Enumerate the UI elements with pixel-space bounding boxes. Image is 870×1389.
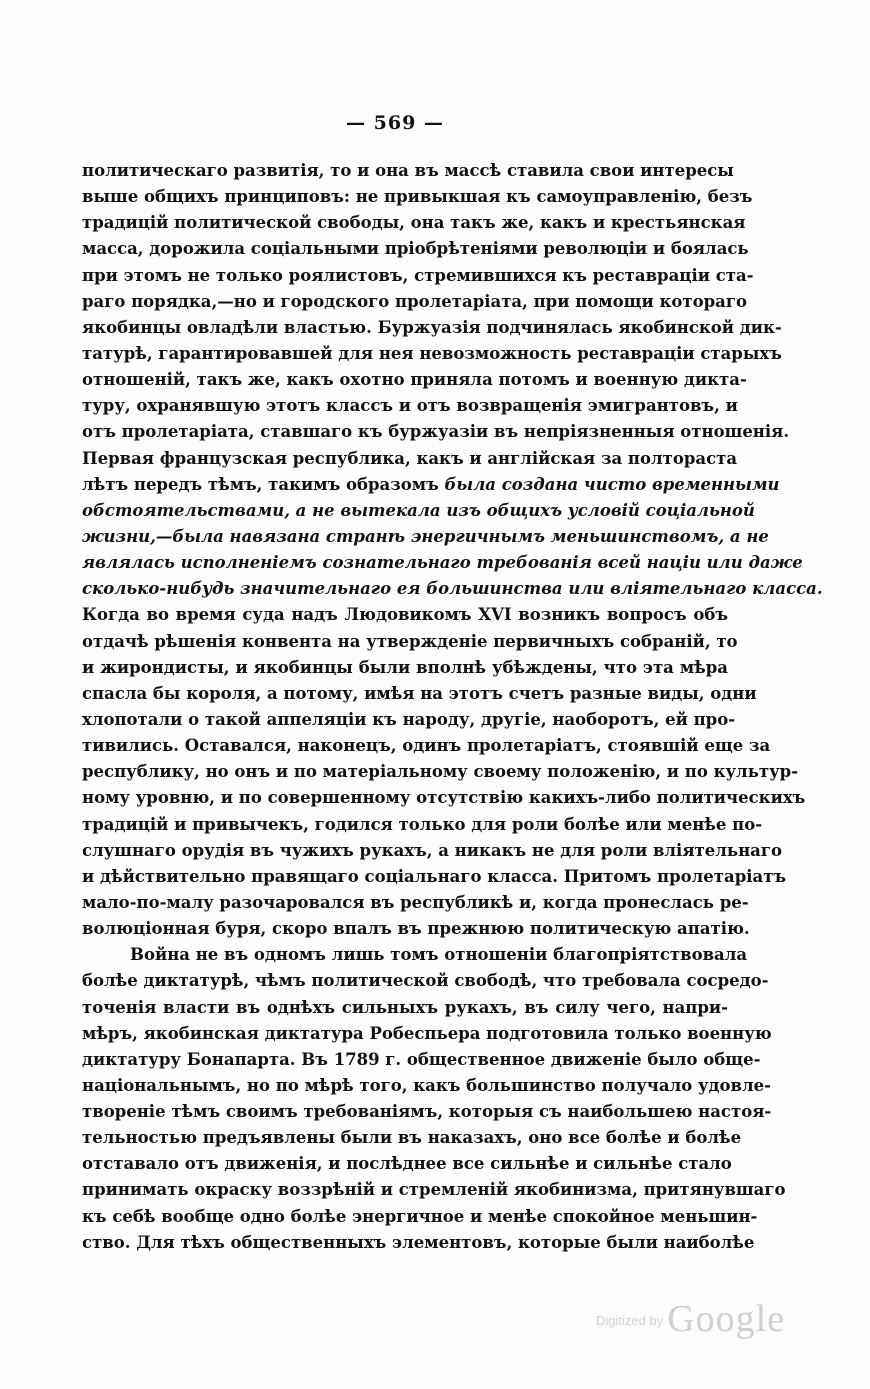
- text-run: традицій и привычекъ, годился только для роли болѣе или менѣе по-: [82, 814, 763, 834]
- text-line: [82, 838, 782, 864]
- text-run: и дѣйствительно правящаго соціальнаго класса. Притомъ пролетаріатъ: [82, 866, 787, 886]
- text-run: масса, дорожила соціальными пріобрѣтеніями революціи и боялась: [82, 239, 749, 259]
- text-line: [82, 367, 747, 393]
- text-line: [82, 419, 790, 445]
- text-line: [82, 1230, 755, 1256]
- text-run: традицій политической свободы, она такъ же, какъ и крестьянская: [82, 213, 746, 233]
- text-line: [82, 550, 803, 576]
- text-run: ному уровню, и по совершенному отсутствію какихъ-либо политическихъ: [82, 788, 806, 808]
- text-line: [82, 1099, 772, 1125]
- text-run: якобинцы овладѣли властью. Буржуазія подчинялась якобинской дик-: [82, 317, 782, 337]
- text-run: отставало отъ движенія, и послѣднее все сильнѣе и сильнѣе стало: [82, 1154, 732, 1174]
- watermark-prefix: Digitized by: [596, 1313, 664, 1328]
- text-line: [82, 393, 738, 419]
- text-line: [82, 1047, 761, 1073]
- body-text: [82, 158, 823, 1256]
- text-line: [82, 942, 748, 968]
- text-run: волюціонная буря, скоро впалъ въ прежнюю политическую апатію.: [82, 919, 750, 939]
- text-line: [82, 785, 806, 811]
- text-line: [82, 236, 749, 262]
- text-line: [82, 1073, 771, 1099]
- text-line: [82, 759, 799, 785]
- text-line: [82, 184, 753, 210]
- text-run: ство. Для тѣхъ общественныхъ элементовъ, которые были наиболѣе: [82, 1232, 755, 1252]
- text-run: болѣе диктатурѣ, чѣмъ политической свободѣ, что требовала сосредо-: [82, 971, 769, 991]
- text-line: [82, 1177, 786, 1203]
- text-run: при этомъ не только роялистовъ, стремившихся къ реставраціи ста-: [82, 265, 754, 285]
- text-line: [82, 864, 787, 890]
- text-run: Война не въ одномъ лишь томъ отношеніи благопріятствовала: [130, 945, 748, 965]
- text-run: національнымъ, но по мѣрѣ того, какъ большинство получало удовле-: [82, 1075, 771, 1095]
- text-line: [82, 315, 782, 341]
- text-run: республику, но онъ и по матеріальному своему положенію, и по культур-: [82, 762, 799, 782]
- text-run: твореніе тѣмъ своимъ требованіямъ, которыя съ наибольшею настоя-: [82, 1102, 772, 1122]
- text-run: тельностью предъявлены были въ наказахъ, оно все болѣе и болѣе: [82, 1128, 742, 1148]
- text-run: мѣръ, якобинская диктатура Робеспьера подготовила только военную: [82, 1023, 772, 1043]
- text-run: политическаго развитія, то и она въ массѣ ставила свои интересы: [82, 161, 734, 180]
- text-line: [82, 968, 769, 994]
- text-line: [82, 1125, 742, 1151]
- italic-text-run: являлась исполненіемъ сознательнаго требованія всей націи или даже: [82, 553, 803, 573]
- text-line: [82, 812, 763, 838]
- text-line: [82, 733, 771, 759]
- text-line: [82, 1151, 732, 1177]
- text-run: раго порядка,—но и городского пролетаріата, при помощи котораго: [82, 291, 747, 311]
- text-line: [82, 289, 747, 315]
- text-run: хлопотали о такой аппеляціи къ народу, другіе, наоборотъ, ей про-: [82, 709, 736, 729]
- text-line: [82, 524, 769, 550]
- text-run: и жирондисты, и якобинцы были вполнѣ убѣждены, что эта мѣра: [82, 657, 728, 677]
- text-run: туру, охранявшую этотъ классъ и отъ возвращенія эмигрантовъ, и: [82, 396, 738, 416]
- text-run: Когда во время суда надъ Людовикомъ XVI возникъ вопросъ объ: [82, 605, 728, 625]
- text-line: [82, 263, 754, 289]
- text-run: диктатуру Бонапарта. Въ 1789 г. общественное движеніе было обще-: [82, 1049, 761, 1069]
- text-run: къ себѣ вообще одно болѣе энергичное и менѣе спокойное меньшин-: [82, 1206, 758, 1226]
- text-line: [82, 158, 734, 184]
- text-run: отношеній, такъ же, какъ охотно приняла потомъ и военную дикта-: [82, 370, 747, 390]
- digitized-by-google-watermark: [596, 1297, 785, 1341]
- text-run: слушнаго орудія въ чужихъ рукахъ, а никакъ не для роли вліятельнаго: [82, 840, 782, 860]
- text-line: [82, 995, 728, 1021]
- text-run: мало-по-малу разочаровался въ республикѣ и, когда пронеслась ре-: [82, 892, 749, 912]
- text-run: отдачѣ рѣшенія конвента на утвержденіе первичныхъ собраній, то: [82, 631, 738, 651]
- text-line: [82, 576, 823, 602]
- text-run: тивились. Оставался, наконецъ, одинъ пролетаріатъ, стоявшій еще за: [82, 736, 771, 756]
- italic-text-run: обстоятельствами, а не вытекала изъ общихъ условій соціальной: [82, 500, 755, 520]
- text-line: [82, 341, 782, 367]
- text-line: [82, 890, 749, 916]
- text-line: [82, 1204, 758, 1230]
- watermark-logo: Google: [667, 1298, 786, 1340]
- text-line: [82, 602, 728, 628]
- text-line: [82, 472, 780, 498]
- text-run: татурѣ, гарантировавшей для нея невозможность реставраціи старыхъ: [82, 343, 782, 363]
- italic-text-run: жизни,—была навязана странѣ энергичнымъ меньшинствомъ, а не: [82, 526, 769, 546]
- italic-text-run: была создана чисто временными: [444, 474, 780, 494]
- text-line: [82, 498, 755, 524]
- page-number: — 569 —: [346, 112, 444, 134]
- text-line: [82, 681, 757, 707]
- text-line: [82, 916, 750, 942]
- text-run: выше общихъ принциповъ: не привыкшая къ самоуправленію, безъ: [82, 187, 753, 207]
- italic-text-run: сколько-нибудь значительнаго ея большинства или вліятельнаго класса.: [82, 579, 823, 599]
- text-run: лѣтъ передъ тѣмъ, такимъ образомъ: [82, 474, 445, 494]
- text-line: [82, 210, 746, 236]
- text-run: Первая французская республика, какъ и англійская за полтораста: [82, 448, 738, 468]
- text-run: отъ пролетаріата, ставшаго къ буржуазіи въ непріязненныя отношенія.: [82, 422, 790, 442]
- text-line: [82, 655, 728, 681]
- text-line: [82, 1021, 772, 1047]
- text-run: принимать окраску воззрѣній и стремленій якобинизма, притянувшаго: [82, 1180, 786, 1200]
- text-line: [82, 629, 738, 655]
- text-line: [82, 446, 738, 472]
- text-line: [82, 707, 736, 733]
- text-run: точенія власти въ однѣхъ сильныхъ рукахъ, въ силу чего, напри-: [82, 997, 728, 1017]
- text-run: спасла бы короля, а потому, имѣя на этотъ счетъ разные виды, одни: [82, 683, 757, 703]
